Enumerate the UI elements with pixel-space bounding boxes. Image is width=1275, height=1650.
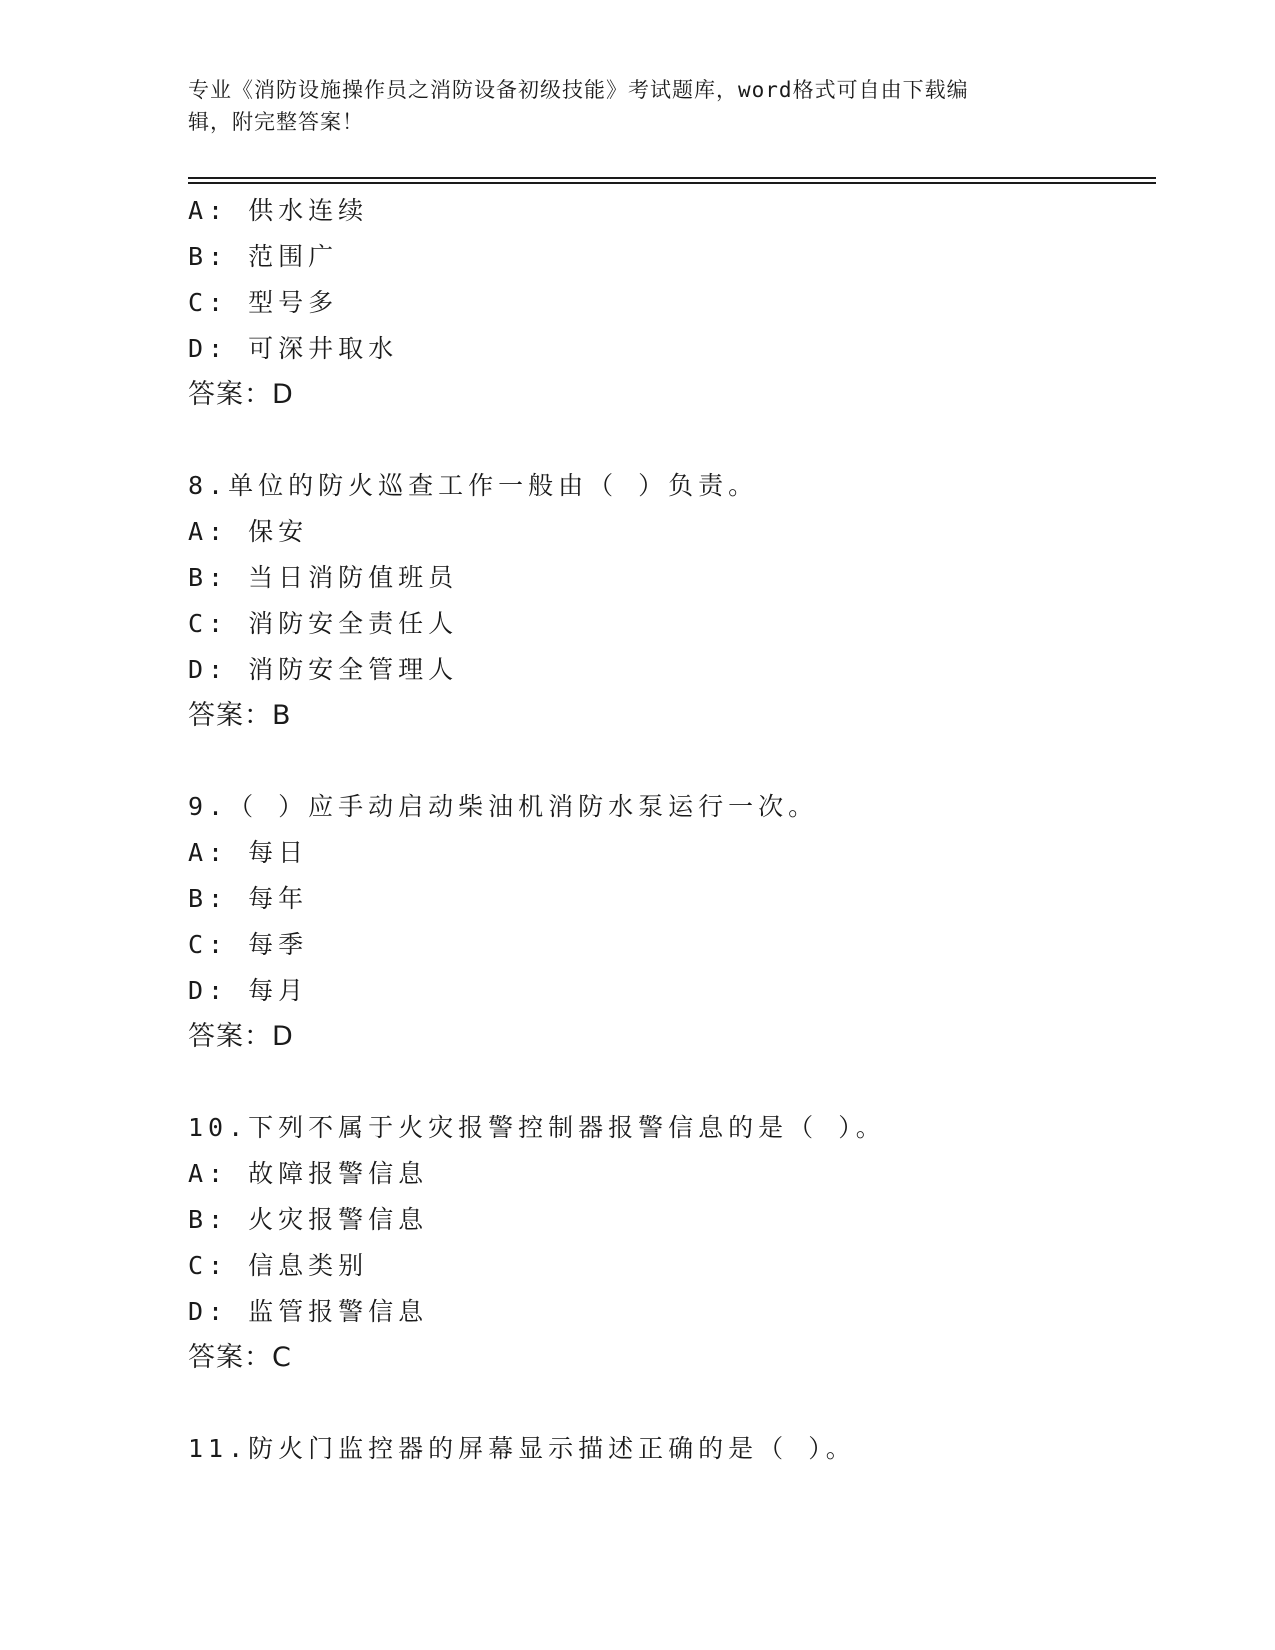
answer-line: 答案：D	[188, 379, 294, 410]
option-a: A: 每日	[188, 838, 309, 867]
option-d: D: 每月	[188, 976, 309, 1005]
option-c: C: 每季	[188, 930, 309, 959]
option-d: D: 监管报警信息	[188, 1297, 429, 1326]
option-c: C: 信息类别	[188, 1251, 369, 1280]
document-header	[188, 74, 1078, 138]
spacer	[188, 1381, 1148, 1426]
question-stem: 9.（ ）应手动启动柴油机消防水泵运行一次。	[188, 792, 819, 821]
header-divider-top	[188, 177, 1156, 179]
option-a: A: 供水连续	[188, 196, 369, 225]
spacer	[188, 739, 1148, 784]
question-7-options	[188, 188, 1148, 418]
option-b: B: 每年	[188, 884, 309, 913]
question-10	[188, 1105, 1148, 1381]
answer-line: 答案：B	[188, 700, 292, 731]
question-9	[188, 784, 1148, 1060]
question-stem: 11.防火门监控器的屏幕显示描述正确的是（ ）。	[188, 1434, 856, 1463]
option-c: C: 型号多	[188, 288, 339, 317]
option-d: D: 消防安全管理人	[188, 655, 459, 684]
spacer	[188, 1060, 1148, 1105]
option-c: C: 消防安全责任人	[188, 609, 459, 638]
answer-line: 答案：C	[188, 1342, 292, 1373]
question-list	[188, 188, 1148, 1472]
answer-line: 答案：D	[188, 1021, 294, 1052]
option-a: A: 故障报警信息	[188, 1159, 429, 1188]
question-stem: 8.单位的防火巡查工作一般由（ ）负责。	[188, 471, 759, 500]
header-line-2: 辑，附完整答案！	[188, 110, 364, 134]
header-divider-bottom	[188, 182, 1156, 184]
option-d: D: 可深井取水	[188, 334, 399, 363]
question-11	[188, 1426, 1148, 1472]
question-stem: 10.下列不属于火灾报警控制器报警信息的是（ ）。	[188, 1113, 886, 1142]
option-b: B: 当日消防值班员	[188, 563, 459, 592]
header-line-1: 专业《消防设施操作员之消防设备初级技能》考试题库，word格式可自由下载编	[188, 78, 969, 102]
option-b: B: 范围广	[188, 242, 339, 271]
spacer	[188, 418, 1148, 463]
option-b: B: 火灾报警信息	[188, 1205, 429, 1234]
option-a: A: 保安	[188, 517, 309, 546]
question-8	[188, 463, 1148, 739]
